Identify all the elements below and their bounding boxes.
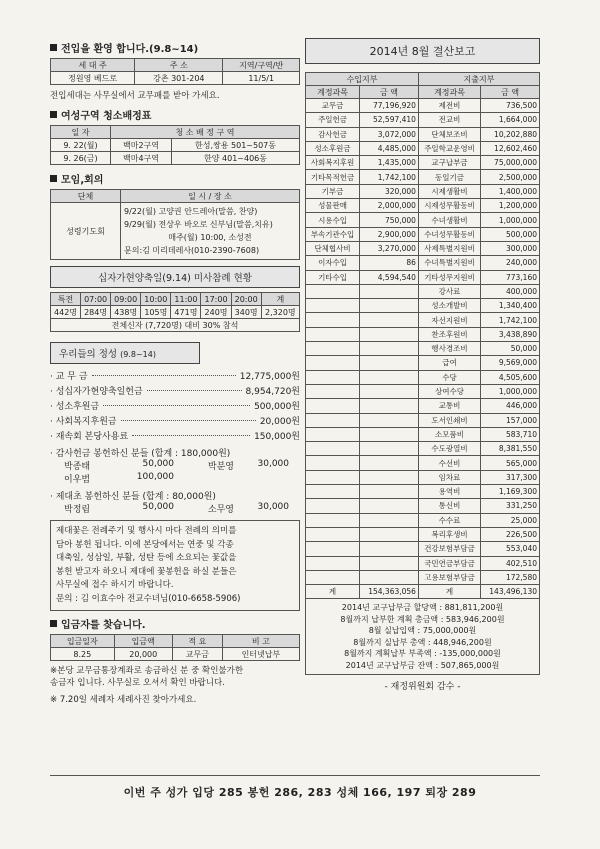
table-row: 급여 9,569,000 xyxy=(306,356,540,370)
table-row: 소모품비 583,710 xyxy=(306,427,540,441)
deposit-table: 입금일자 입금액 적 요 비 고 8.25 20,000 교무금 인터넷납부 xyxy=(50,634,300,661)
table-row: 부속기관수입 2,900,000 수녀성무활동비 500,000 xyxy=(306,227,540,241)
table-row: 9. 22(월) 백마2구역 한성,쌍용 501~507동 xyxy=(51,139,300,152)
table-header: 지역/구역/반 xyxy=(223,59,300,72)
table-row: 단체협사비 3,270,000 사제특별지원비 300,000 xyxy=(306,241,540,255)
meetings-table xyxy=(50,189,300,260)
table-row: 국민연금부담금 402,510 xyxy=(306,556,540,570)
table-row: 기타목적헌금 1,742,100 동일기금 2,500,000 xyxy=(306,170,540,184)
welcome-note: 전입세대는 사무실에서 교무패를 받아 가세요. xyxy=(50,91,220,101)
table-row: 성령기도회 9/22(월) 고양권 안드레아(말씀, 찬양) 9/29(월) 전상우 바오로 신부님(말씀,치유) 매주(월) 10:00, 소성전 문의:김 미리데레사(010-2390-7608) xyxy=(51,203,300,260)
mass-summary: 전체신자 (7,720명) 대비 30% 참석 xyxy=(51,319,300,332)
deposit-note: ※본당 교무금통장계좌로 송금하신 분 중 확인불가한 송금자 입니다. 사무실로 오셔서 확인 바랍니다. ※ 7.20일 세례자 세례사진 찾아가세요. xyxy=(50,666,244,705)
table-row: 수당 4,505,600 xyxy=(306,370,540,384)
table-header: 세 대 주 xyxy=(51,59,135,72)
table-row: 고용보험부담금 172,580 xyxy=(306,570,540,584)
table-row: 9. 26(금) 백마4구역 한양 401~406동 xyxy=(51,152,300,165)
left-column xyxy=(50,38,300,706)
square-bullet-icon xyxy=(50,620,57,627)
altar-title: · 제대초 봉헌하신 분들 (합계 : 80,000원) xyxy=(50,492,216,502)
hymn-footer: 이번 주 성가 입당 285 봉헌 286, 283 성체 166, 197 퇴장 289 xyxy=(123,786,477,799)
deposit-title: 입금자를 찾습니다. xyxy=(50,616,300,631)
offer-row: · 교 무 금 12,775,000원 xyxy=(50,372,300,382)
table-row: 8.25 20,000 교무금 인터넷납부 xyxy=(51,648,300,661)
table-row: 도서인쇄비 157,000 xyxy=(306,413,540,427)
table-row: 이자수입 86 수녀특별지원비 240,000 xyxy=(306,256,540,270)
table-row: 성물판매 2,000,000 시제성무활동비 1,200,000 xyxy=(306,199,540,213)
table-row: 성소개발비 1,340,400 xyxy=(306,299,540,313)
offer-row: · 성십자가현양축일헌금 8,954,720원 xyxy=(50,387,300,397)
table-row: 교무금 77,196,920 제전비 736,500 xyxy=(306,99,540,113)
offer-row: · 사회복지후원금 20,000원 xyxy=(50,417,300,427)
footer-divider xyxy=(50,775,540,776)
auditor-note: - 재정위원회 감수 - xyxy=(384,682,461,693)
table-row: 주일헌금 52,597,410 전교비 1,664,000 xyxy=(306,113,540,127)
table-row: 복리후생비 226,500 xyxy=(306,527,540,541)
table-header: 일 자 xyxy=(51,126,111,139)
square-bullet-icon xyxy=(50,44,57,51)
table-row: 상여수당 1,000,000 xyxy=(306,384,540,398)
donor-row: 이우범 100,000 xyxy=(64,472,174,485)
table-row: 용역비 1,169,300 xyxy=(306,485,540,499)
welcome-table xyxy=(50,58,300,85)
table-row: 교통비 446,000 xyxy=(306,399,540,413)
table-row: 감사헌금 3,072,000 단체보조비 10,202,880 xyxy=(306,127,540,141)
finance-summary: 2014년 교구납부금 할당액 : 881,811,200원 8월까지 납부한 계획 총금액 : 583,946,200원 8월 실납입액 : 75,000,000원 8월까지 실납부 총액 : 448,946,200원 8월까지 계획납부 부족액 : -135,000,000원 2014년 교구납부금 잔액 : 507,865,000원 xyxy=(305,599,540,675)
finance-table: 수입지부 지출지부 계정과목 금 액 계정과목 금 액 교무금 77,196,920 제전비 736,500 주일헌금 52,597,410 전교비 1,664,000 감사헌금 3,072,000 단체보조비 10,202,880 성소후원금 4,485,000 주일학교운영비 12,602,460 사회복지후원 1,435,000 교구납부금 75,000,000 기타목적헌금 1,742,100 동일기금 2,500,000 기부금 320,000 시제생활비 1,400,000 성물판매 2,000,000 시제성무활동비 1,200,000 시용수입 750,000 수녀생활비 1,000,000 부속기관수입 2,900,000 수녀성무활동비 500,000 단체협사비 3,270,000 사제특별지원비 300,000 이자수입 86 수녀특별지원비 240,000 기타수입 4,594,540 기타성무지원비 773,160 강사료 400,000 성소개발비 1,340,400 자선지원비 1,742,100 찬조후원비 3,438,890 행사경조비 50,000 급여 9,569,000 수당 4,505,600 상여수당 1,000,000 교통비 446,000 도서인쇄비 157,000 소모품비 583,710 수도광열비 8,381,550 수선비 565,000 임차료 317,300 용역비 1,169,300 통신비 331,250 수수료 25,000 복리후생비 226,500 건강보험부담금 553,040 국민연금부담금 402,510 고용보험부담금 172,580 계 154,363,056 계 143,496,130 xyxy=(305,72,540,599)
flowers-notice: 제대꽃은 전례주기 및 행사시 마다 전례의 의미를 담아 봉헌 됩니다. 이에 본당에서는 연중 및 각종 대축일, 성삼일, 부활, 성탄 등에 소요되는 꽃값을 봉헌 받고자 하오니 제대에 꽃봉헌을 하실 분들은 사무실에 접수 하시기 바랍니다. 문의 : 김 이효수아 전교수녀님(010-6658-5906) xyxy=(50,520,300,611)
cleaning-table xyxy=(50,125,300,165)
table-row: 수선비 565,000 xyxy=(306,456,540,470)
cleaning-title: 여성구역 청소배정표 xyxy=(50,107,300,122)
table-row: 정원영 베드로 강촌 301-204 11/5/1 xyxy=(51,72,300,85)
mass-title: 십자가현양축일(9.14) 미사참례 현황 xyxy=(50,266,300,288)
table-row: 수수료 25,000 xyxy=(306,513,540,527)
table-row: 성소후원금 4,485,000 주일학교운영비 12,602,460 xyxy=(306,141,540,155)
square-bullet-icon xyxy=(50,111,57,118)
table-header: 단체 xyxy=(51,190,121,203)
table-row: 기타수입 4,594,540 기타성무지원비 773,160 xyxy=(306,270,540,284)
table-row: 임차료 317,300 xyxy=(306,470,540,484)
donor-row: 박종태 50,000 박분영 30,000 xyxy=(64,459,289,472)
table-row: 찬조후원비 3,438,890 xyxy=(306,327,540,341)
finance-total-row: 계 154,363,056 계 143,496,130 xyxy=(306,585,540,599)
thanks-title: · 감사헌금 봉헌하신 분들 (합계 : 180,000원) xyxy=(50,449,231,459)
donor-row: 박정림 50,000 소무영 30,000 xyxy=(64,502,289,515)
table-row: 자선지원비 1,742,100 xyxy=(306,313,540,327)
table-row: 통신비 331,250 xyxy=(306,499,540,513)
table-row: 수도광열비 8,381,550 xyxy=(306,442,540,456)
table-header: 청 소 배 정 구 역 xyxy=(111,126,300,139)
table-row: 기부금 320,000 시제생활비 1,400,000 xyxy=(306,184,540,198)
right-column xyxy=(305,38,540,692)
offer-row: · 재속회 본당사용료 150,000원 xyxy=(50,432,300,442)
table-row: 442명 284명 438명 105명 471명 240명 340명 2,320명 xyxy=(51,306,300,319)
offer-row: · 성소후원금 500,000원 xyxy=(50,402,300,412)
table-row: 사회복지후원 1,435,000 교구납부금 75,000,000 xyxy=(306,156,540,170)
table-row: 강사료 400,000 xyxy=(306,284,540,298)
table-row: 시용수입 750,000 수녀생활비 1,000,000 xyxy=(306,213,540,227)
table-row: 행사경조비 50,000 xyxy=(306,342,540,356)
mass-table: 특전 07:00 09:00 10:00 11:00 17:00 20:00 계 442명 284명 438명 105명 471명 240명 340명 2,320명 전체신자 (7,720명) 대비 30% 참석 xyxy=(50,292,300,332)
meetings-title: 모임,회의 xyxy=(50,171,300,186)
offerings-title: 우리들의 정성 (9.8~14) xyxy=(50,342,200,364)
table-header: 일 시 / 장 소 xyxy=(121,190,300,203)
finance-title: 2014년 8월 결산보고 xyxy=(305,38,540,64)
table-header: 주 소 xyxy=(135,59,223,72)
welcome-title: 전입을 환영 합니다.(9.8~14) xyxy=(50,40,300,55)
table-row: 건강보험부담금 553,040 xyxy=(306,542,540,556)
square-bullet-icon xyxy=(50,175,57,182)
